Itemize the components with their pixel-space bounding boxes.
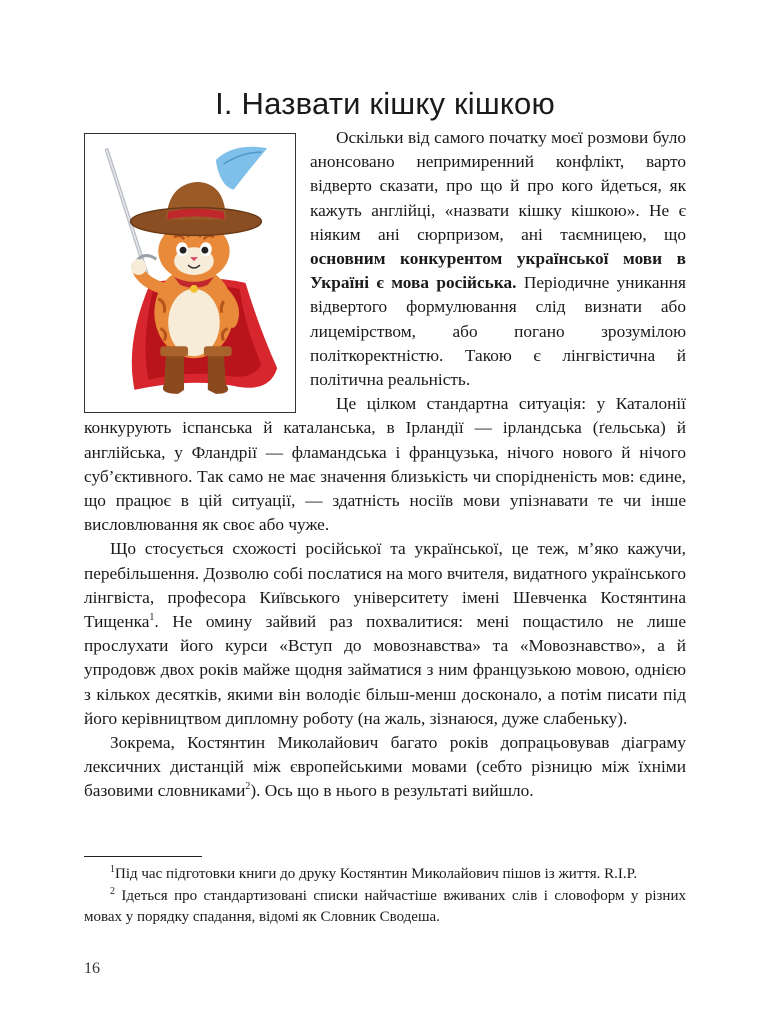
paragraph-4-text-b: ). Ось що в нього в результаті вийшло. <box>250 781 534 801</box>
paragraph-3-text-a: Що стосується схожості російської та української, це теж, м’яко кажучи, перебільшення. Дозволю собі послатися на мого вчителя, видатного українського лінгвіста, професора Київського університету імені Шевченка Костянтина Тищенка <box>84 539 686 632</box>
paragraph-3 <box>84 537 686 731</box>
main-text <box>84 126 686 804</box>
footnote-1 <box>84 864 686 886</box>
footnote-divider <box>84 856 202 857</box>
footnote-2-mark: 2 <box>110 885 115 897</box>
paragraph-2: Це цілком стандартна ситуація: у Каталонії конкурують іспанська й каталанська, в Ірландії — ірландська (ґельська) й англійська, у Фландрії — фламандська і французька, нічого нового й нічого суб’єктивного. Так само не має значення близькість чи спорідненість мов: єдине, що працює в цій ситуації, — здатність носіїв мови упізнавати те чи інше висловлювання як своє або чуже. <box>84 394 686 535</box>
footnotes <box>84 864 686 929</box>
footnote-2-text: Ідеться про стандартизовані списки найчастіше вживаних слів і словоформ у різних мовах у порядку спадання, відомі як Словник Сводеша. <box>84 887 686 925</box>
paragraph-4-text-a: Зокрема, Костянтин Миколайович багато років допрацьовував діаграму лексичних дистанцій між європейськими мовами (себто різницю між їхніми базовими словниками <box>84 733 686 801</box>
paragraph-4 <box>84 731 686 804</box>
paragraph-3-text-b: . Не омину зайвий раз похвалитися: мені пощастило не лише прослухати його курси «Вступ до мовознавства» та «Мовознавство», а й упродовж двох років майже щодня займатися з ним французькою мовою, однією з кількох десятків, якими він володіє більш-менш досконало, а потім писати під його керівництвом дипломну роботу (на жаль, зізнаюся, дуже слабеньку). <box>84 612 686 728</box>
paragraph-1-text-a: Оскільки від самого початку моєї розмови було анонсовано непримиренний конфлікт, варто відверто сказати, про що й про кого йдеться, як кажуть англійці, «назвати кішку кішкою». Не є ніяким ані сюрпризом, ані таємницею, що <box>310 128 686 244</box>
book-page <box>84 0 686 1024</box>
footnote-1-text: Під час підготовки книги до друку Костянтин Миколайович пішов із життя. R.I.P. <box>115 866 638 882</box>
footnote-ref-2: 2 <box>245 781 251 793</box>
footnote-2 <box>84 886 686 929</box>
page-number: 16 <box>84 960 100 977</box>
paragraph-1-text-b: Періодичне уникання відвертого формулювання слід визнати або лицемірством, або погано зрозумілою політкоректністю. Такою є лінгвістична й політична реальність. <box>310 273 686 390</box>
footnote-ref-1: 1 <box>149 612 155 624</box>
footnote-1-mark: 1 <box>110 864 115 875</box>
chapter-title: I. Назвати кішку кішкою <box>215 86 555 121</box>
paragraph-1-bold-text: основним конкурентом української мови в Україні є мова російська. <box>310 249 686 293</box>
